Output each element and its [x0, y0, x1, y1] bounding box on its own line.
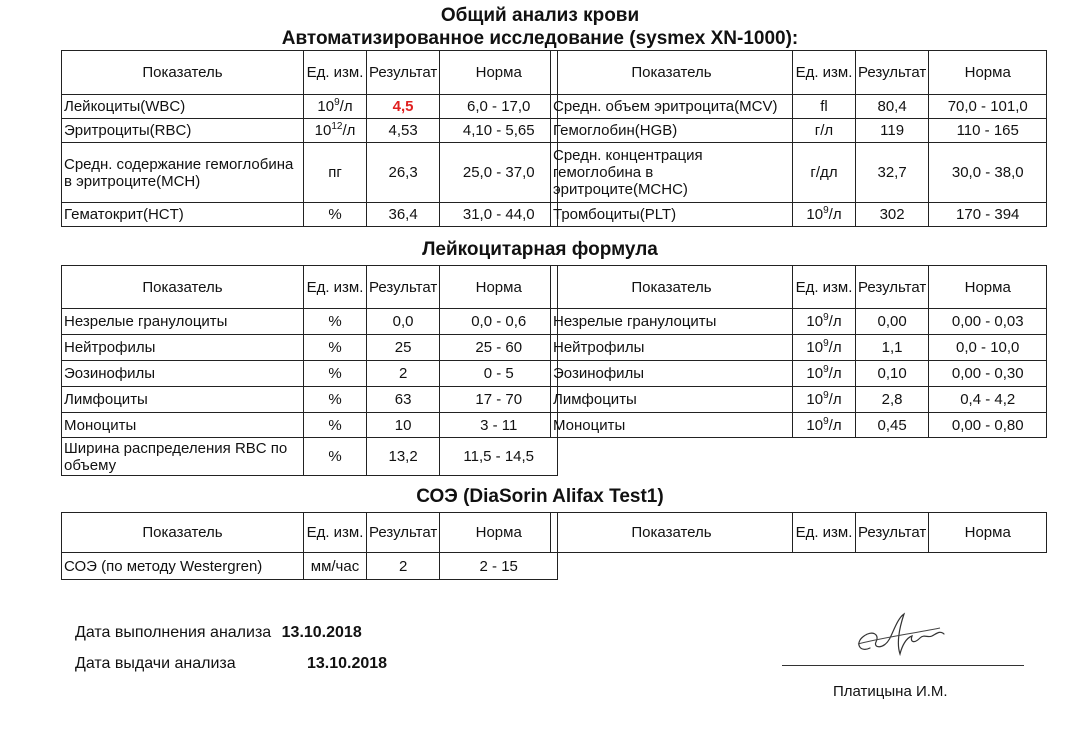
table-row	[551, 143, 1047, 203]
header-param: Показатель	[551, 51, 793, 95]
table-row	[62, 203, 558, 227]
param-unit: мм/час	[304, 553, 367, 580]
param-name: Моноциты	[62, 413, 304, 438]
unit-suffix: /л	[828, 365, 842, 382]
param-unit: пг	[304, 143, 367, 203]
table-row	[62, 335, 558, 361]
param-norm: 4,10 - 5,65	[440, 119, 558, 143]
header-param: Показатель	[62, 513, 304, 553]
param-unit: %	[304, 413, 367, 438]
param-result: 4,5	[367, 95, 440, 119]
table-row	[62, 387, 558, 413]
param-name: Незрелые гранулоциты	[62, 309, 304, 335]
cbc-table-left	[61, 50, 558, 227]
unit-base: 10	[314, 122, 332, 139]
param-unit	[793, 413, 856, 438]
param-result: 36,4	[367, 203, 440, 227]
unit-exponent: 9	[823, 364, 829, 375]
param-result: 26,3	[367, 143, 440, 203]
header-result: Результат	[856, 51, 929, 95]
header-unit: Ед. изм.	[304, 266, 367, 309]
report-subtitle: Автоматизированное исследование (sysmex XN-1000):	[281, 28, 799, 49]
param-name: Нейтрофилы	[551, 335, 793, 361]
unit-base: 10	[806, 416, 824, 434]
param-result: 0,10	[856, 361, 929, 387]
table-row	[62, 119, 558, 143]
param-result: 63	[367, 387, 440, 413]
header-result: Результат	[856, 513, 929, 553]
header-row	[551, 513, 1047, 553]
unit-exponent: 9	[823, 205, 829, 216]
table-row	[551, 387, 1047, 413]
param-unit	[304, 119, 367, 143]
param-result: 32,7	[856, 143, 929, 203]
header-unit: Ед. изм.	[793, 266, 856, 309]
unit-suffix: /л	[828, 416, 842, 434]
param-result: 4,53	[367, 119, 440, 143]
signature-icon	[840, 608, 955, 668]
param-unit	[793, 203, 856, 227]
param-name: Моноциты	[551, 413, 793, 438]
param-unit	[793, 361, 856, 387]
param-result: 2	[367, 553, 440, 580]
param-norm: 0,0 - 10,0	[929, 335, 1047, 361]
issue-date-label: Дата выдачи анализа	[75, 655, 236, 672]
table-row	[551, 203, 1047, 227]
param-result: 0,0	[367, 309, 440, 335]
param-norm: 0,4 - 4,2	[929, 387, 1047, 413]
leukocyte-formula-title: Лейкоцитарная формула	[422, 239, 658, 260]
param-name: Гематокрит(HCT)	[62, 203, 304, 227]
signer-name: Платицына И.М.	[833, 683, 948, 700]
issue-date-row	[75, 655, 388, 673]
issue-date-value: 13.10.2018	[307, 655, 388, 672]
unit-base: 10	[806, 339, 824, 356]
header-result: Результат	[367, 51, 440, 95]
param-result: 2,8	[856, 387, 929, 413]
param-unit: %	[304, 387, 367, 413]
param-result: 13,2	[367, 438, 440, 476]
table-row	[551, 95, 1047, 119]
param-unit	[793, 335, 856, 361]
table-row	[551, 309, 1047, 335]
header-norm: Норма	[440, 266, 558, 309]
param-norm: 30,0 - 38,0	[929, 143, 1047, 203]
param-name: СОЭ (по методу Westergren)	[62, 553, 304, 580]
param-unit: г/л	[793, 119, 856, 143]
param-result: 25	[367, 335, 440, 361]
unit-exponent: 9	[823, 390, 829, 401]
header-norm: Норма	[929, 51, 1047, 95]
unit-suffix: /л	[339, 98, 353, 115]
header-param: Показатель	[551, 266, 793, 309]
param-name: Нейтрофилы	[62, 335, 304, 361]
param-result: 302	[856, 203, 929, 227]
param-unit: %	[304, 203, 367, 227]
unit-exponent: 9	[334, 97, 340, 108]
param-norm: 0 - 5	[440, 361, 558, 387]
param-norm: 0,00 - 0,03	[929, 309, 1047, 335]
header-norm: Норма	[440, 513, 558, 553]
table-row	[62, 438, 558, 476]
execution-date-row	[75, 624, 362, 642]
param-unit: %	[304, 361, 367, 387]
cbc-table-right	[550, 50, 1047, 227]
unit-exponent: 12	[331, 121, 343, 132]
param-result: 0,00	[856, 309, 929, 335]
esr-title: СОЭ (DiaSorin Alifax Test1)	[416, 486, 664, 507]
header-unit: Ед. изм.	[793, 513, 856, 553]
header-row	[551, 266, 1047, 309]
header-unit: Ед. изм.	[304, 513, 367, 553]
param-name: Средн. концентрация гемоглобина в эритроците(MCHC)	[551, 143, 793, 203]
param-norm: 25 - 60	[440, 335, 558, 361]
table-row	[62, 309, 558, 335]
signature-line	[782, 665, 1024, 666]
param-name: Гемоглобин(HGB)	[551, 119, 793, 143]
param-name: Ширина распределения RBC по объему	[62, 438, 304, 476]
header-norm: Норма	[929, 266, 1047, 309]
esr-table-left	[61, 512, 558, 580]
param-unit: г/дл	[793, 143, 856, 203]
table-row	[551, 119, 1047, 143]
param-unit	[793, 309, 856, 335]
param-result: 1,1	[856, 335, 929, 361]
leukocyte-table-right	[550, 265, 1047, 438]
unit-base: 10	[806, 206, 824, 223]
header-param: Показатель	[62, 51, 304, 95]
param-name: Средн. содержание гемоглобина в эритроците(MCH)	[62, 143, 304, 203]
param-norm: 31,0 - 44,0	[440, 203, 558, 227]
unit-exponent: 9	[823, 312, 829, 323]
param-result: 2	[367, 361, 440, 387]
param-name: Незрелые гранулоциты	[551, 309, 793, 335]
unit-suffix: /л	[342, 122, 356, 139]
param-name: Лимфоциты	[551, 387, 793, 413]
param-unit: %	[304, 335, 367, 361]
table-row	[551, 335, 1047, 361]
unit-base: 10	[317, 98, 335, 115]
table-row	[62, 361, 558, 387]
execution-date-value: 13.10.2018	[281, 624, 362, 641]
param-norm: 17 - 70	[440, 387, 558, 413]
header-result: Результат	[856, 266, 929, 309]
report-title: Общий анализ крови	[440, 5, 640, 26]
param-norm: 0,00 - 0,30	[929, 361, 1047, 387]
param-name: Лимфоциты	[62, 387, 304, 413]
header-unit: Ед. изм.	[304, 51, 367, 95]
unit-suffix: /л	[828, 206, 842, 223]
header-row	[551, 51, 1047, 95]
unit-suffix: /л	[828, 391, 842, 408]
param-unit	[304, 95, 367, 119]
param-norm: 11,5 - 14,5	[440, 438, 558, 476]
param-name: Эритроциты(RBC)	[62, 119, 304, 143]
header-result: Результат	[367, 513, 440, 553]
unit-base: 10	[806, 313, 824, 330]
unit-base: 10	[806, 391, 824, 408]
header-norm: Норма	[929, 513, 1047, 553]
header-unit: Ед. изм.	[793, 51, 856, 95]
table-row	[62, 95, 558, 119]
execution-date-label: Дата выполнения анализа	[75, 624, 272, 641]
header-param: Показатель	[551, 513, 793, 553]
table-row	[62, 143, 558, 203]
unit-suffix: /л	[828, 339, 842, 356]
param-unit	[793, 387, 856, 413]
param-norm: 2 - 15	[440, 553, 558, 580]
header-result: Результат	[367, 266, 440, 309]
param-result: 10	[367, 413, 440, 438]
param-unit: fl	[793, 95, 856, 119]
param-result: 119	[856, 119, 929, 143]
table-row	[551, 361, 1047, 387]
param-result: 80,4	[856, 95, 929, 119]
leukocyte-table-left	[61, 265, 558, 476]
param-name: Эозинофилы	[551, 361, 793, 387]
esr-table-right	[550, 512, 1047, 553]
table-row	[62, 553, 558, 580]
unit-exponent: 9	[823, 338, 829, 349]
param-result: 0,45	[856, 413, 929, 438]
param-norm: 70,0 - 101,0	[929, 95, 1047, 119]
param-norm: 110 - 165	[929, 119, 1047, 143]
param-norm: 6,0 - 17,0	[440, 95, 558, 119]
param-unit: %	[304, 309, 367, 335]
header-row	[62, 513, 558, 553]
header-row	[62, 266, 558, 309]
unit-exponent: 9	[823, 415, 829, 427]
unit-base: 10	[806, 365, 824, 382]
param-unit: %	[304, 438, 367, 476]
param-norm: 25,0 - 37,0	[440, 143, 558, 203]
table-row	[62, 413, 558, 438]
header-row	[62, 51, 558, 95]
unit-suffix: /л	[828, 313, 842, 330]
header-norm: Норма	[440, 51, 558, 95]
param-name: Тромбоциты(PLT)	[551, 203, 793, 227]
header-param: Показатель	[62, 266, 304, 309]
param-norm: 0,0 - 0,6	[440, 309, 558, 335]
param-norm: 170 - 394	[929, 203, 1047, 227]
param-norm: 3 - 11	[440, 413, 558, 438]
param-name: Лейкоциты(WBC)	[62, 95, 304, 119]
param-norm: 0,00 - 0,80	[929, 413, 1047, 438]
param-name: Средн. объем эритроцита(MCV)	[551, 95, 793, 119]
param-name: Эозинофилы	[62, 361, 304, 387]
table-row	[551, 413, 1047, 438]
